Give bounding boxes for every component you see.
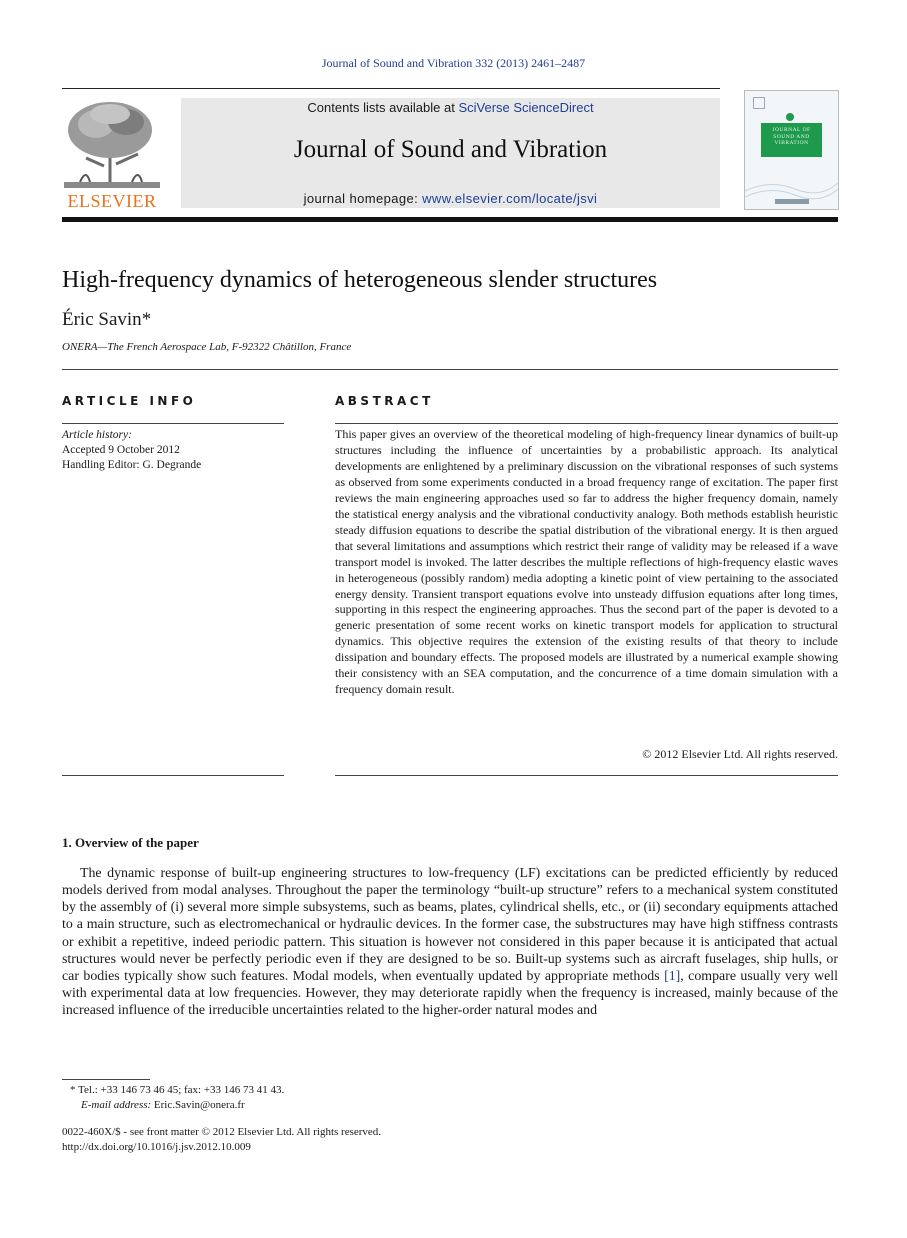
cover-logo-icon [753, 97, 765, 109]
sciencedirect-link[interactable]: SciVerse ScienceDirect [458, 100, 594, 115]
article-info-bottom-rule [62, 775, 284, 776]
journal-citation[interactable]: Journal of Sound and Vibration 332 (2013) 2461–2487 [321, 56, 586, 70]
email-label: E-mail address: [81, 1099, 152, 1111]
homepage-line [181, 191, 720, 206]
footnote-rule [62, 1079, 150, 1080]
title-block-rule [62, 369, 838, 370]
cover-title-block: JOURNAL OF SOUND AND VIBRATION [761, 123, 822, 157]
article-info-rule [62, 423, 284, 424]
homepage-link[interactable]: www.elsevier.com/locate/jsvi [422, 191, 598, 206]
header-top-rule [62, 88, 720, 89]
body-paragraph [62, 865, 838, 1019]
elsevier-logo [60, 96, 164, 211]
journal-title: Journal of Sound and Vibration [293, 136, 608, 163]
article-history [62, 428, 201, 473]
contents-line [181, 100, 720, 115]
cover-waves-icon [745, 171, 838, 209]
handling-editor: Handling Editor: G. Degrande [62, 459, 202, 471]
accepted-date: Accepted 9 October 2012 [62, 444, 180, 456]
author-affiliation: ONERA—The French Aerospace Lab, F-92322 Châtillon, France [62, 341, 352, 353]
author-text: Éric Savin [62, 309, 142, 330]
section-heading: 1. Overview of the paper [62, 835, 199, 850]
copyright-notice: © 2012 Elsevier Ltd. All rights reserved. [642, 747, 838, 761]
elsevier-wordmark: ELSEVIER [67, 191, 157, 211]
footnote-email [81, 1099, 245, 1111]
article-title: High-frequency dynamics of heterogeneous slender structures [62, 267, 658, 293]
abstract-rule [335, 423, 838, 424]
doi-link[interactable]: http://dx.doi.org/10.1016/j.jsv.2012.10.009 [62, 1141, 251, 1153]
front-matter-line: 0022-460X/$ - see front matter © 2012 Elsevier Ltd. All rights reserved. [62, 1126, 382, 1138]
header-thick-rule [62, 217, 838, 222]
cover-dot-icon [786, 113, 794, 121]
history-label: Article history: [62, 429, 132, 441]
journal-cover-thumbnail[interactable] [744, 90, 839, 210]
contents-prefix: Contents lists available at [307, 100, 459, 115]
email-address[interactable]: Eric.Savin@onera.fr [151, 1099, 245, 1111]
author-footnote-mark[interactable]: * [141, 309, 152, 330]
abstract-text: This paper gives an overview of the theoretical modeling of high-frequency linear dynamics of built-up structures including the influence of uncertainties by a probabilistic approach. Its analytical developments are enlightened by a preliminary discussion on the vibrational responses of such systems as observed from some experiments conducted in a broad frequency range of excitation. The paper first reviews the main engineering approaches used so far to address the higher frequency domain, namely the statistical energy analysis and the vibrational conductivity analogy. Both methods establish heuristic steady diffusion equations to describe the spatial distribution of the vibrational energy. It is then argued that several limitations and assumptions which restrict their range of validity may be released if a wave transport model is invoked. The latter describes the multiple reflections of high-frequency elastic waves in heterogeneous (possibly random) media adopting a kinetic point of view pertaining to the associated energy density. Transient transport equations evolve into unsteady diffusion equations after long times, supporting in this respect the engineering approaches. Thus the second part of the paper is devoted to a generic presentation of some recent works on kinetic transport models for application to structural dynamics. This objective requires the extension of the existing results of that theory to include dissipation and boundary effects. The proposed models are illustrated by a numerical example showing their consistency with an SEA computation, and the concurrence of a time domain simulation with a frequency domain result. [335, 427, 838, 697]
abstract-bottom-rule [335, 775, 838, 776]
footnote-telephone: * Tel.: +33 146 73 46 45; fax: +33 146 73 41 43. [70, 1084, 285, 1096]
homepage-prefix: journal homepage: [303, 191, 423, 206]
paragraph-text: The dynamic response of built-up engineering structures to low-frequency (LF) excitations can be predicted efficiently by reduced models derived from modal analyses. Throughout the paper the terminology “built-up structure” refers to a mechanical system constituted by the assembly of (i) several more simple subsystems, such as beams, plates, cylindrical shells, etc., or (ii) secondary equipments attached to a main structure, such as electromechanical or hydraulic devices. In the former case, the substructures may have high stiffness contrasts or exhibit a repetitive, indeed periodic pattern. This situation is however not considered in this paper because it is anticipated that actual structures would never be perfectly periodic even if they are designed to be so. Built-up systems such as aircraft fuselages, ship hulls, or car bodies typically show such features. Modal models, when eventually updated by appropriate methods [62, 866, 838, 984]
paragraph-text-cont: , compare usually very well with experimental data at low frequencies. However, they may deteriorate rapidly when the frequency is increased, mainly because of the increased influence of the irreducible uncertainties related to the higher-order natural modes and [62, 968, 838, 1019]
reference-link[interactable]: [1] [664, 968, 681, 984]
article-info-heading: ARTICLE INFO [62, 394, 197, 408]
journal-banner [181, 98, 720, 208]
abstract-heading: ABSTRACT [335, 394, 434, 408]
author-name [62, 309, 151, 331]
